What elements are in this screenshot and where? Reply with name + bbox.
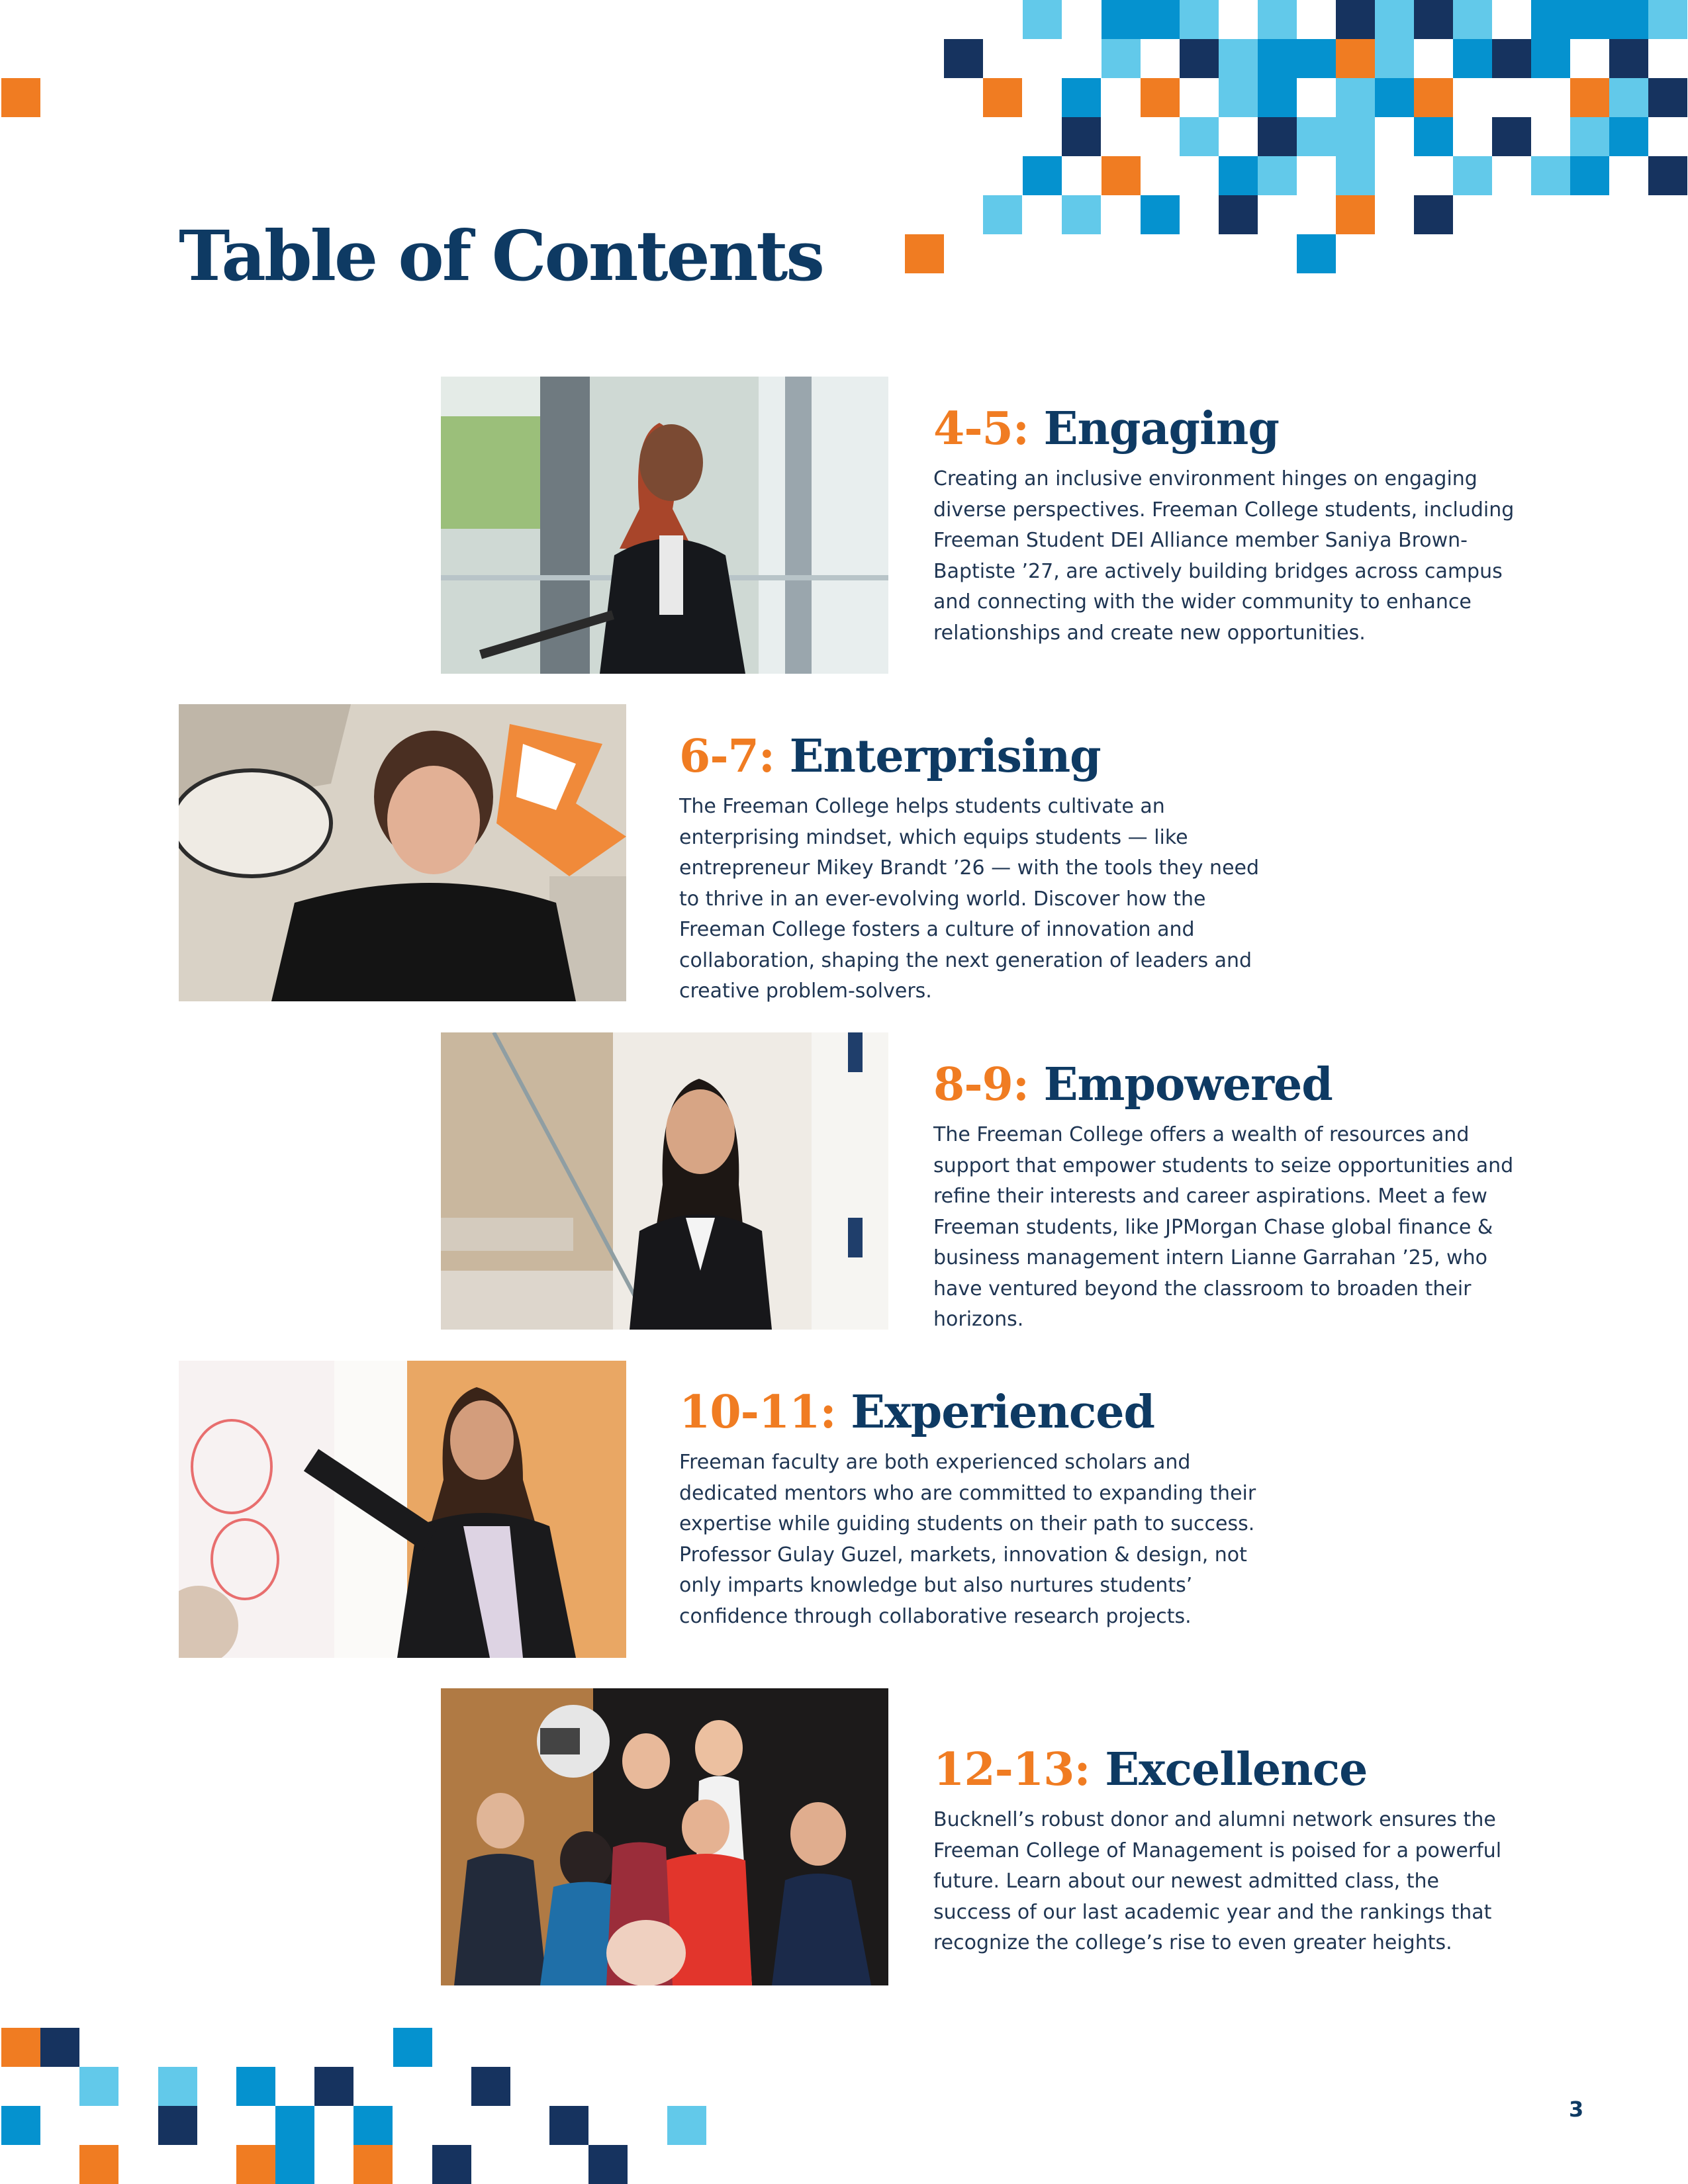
entry-pages: 4-5: bbox=[933, 402, 1029, 455]
entry-description: Creating an inclusive environment hinges on engaging diverse perspectives. Freeman College students, including Freeman Student DEI Alliance member Saniya Brown-Baptiste ’27, are actively building bridges across campus and connecting with the wider community to enhance relationships and create new opportunities. bbox=[933, 467, 1515, 645]
entry-pages: 10-11: bbox=[679, 1386, 836, 1439]
engaging-photo bbox=[441, 377, 888, 674]
experienced-photo bbox=[179, 1361, 626, 1658]
entry-pages: 12-13: bbox=[933, 1743, 1090, 1796]
enterprising-photo bbox=[179, 704, 626, 1001]
entry-description: The Freeman College helps students cultivate an enterprising mindset, which equips students — like entrepreneur Mikey Brandt ’26 — with the tools they need to thrive in an ever-evolving world. Discover how the Freeman College fosters a culture of innovation and collaboration, shaping the next generation of leaders and creative problem-solvers. bbox=[679, 795, 1260, 1003]
entry-description: Freeman faculty are both experienced scholars and dedicated mentors who are committed to expanding their expertise while guiding students on their path to success. Professor Gulay Guzel, markets, innovation & design, not only imparts knowledge but also nurtures students’ confidence through collaborative research projects. bbox=[679, 1451, 1256, 1628]
entry-title: Engaging bbox=[1043, 402, 1279, 455]
entry-pages: 8-9: bbox=[933, 1058, 1029, 1111]
entry-title: Experienced bbox=[851, 1386, 1155, 1439]
empowered-photo bbox=[441, 1032, 888, 1330]
entry-title: Enterprising bbox=[789, 730, 1101, 783]
entry-pages: 6-7: bbox=[679, 730, 774, 783]
entry-title: Empowered bbox=[1043, 1058, 1333, 1111]
entry-title: Excellence bbox=[1105, 1743, 1368, 1796]
page-title: Table of Contents bbox=[179, 215, 823, 296]
entry-description: Bucknell’s robust donor and alumni network ensures the Freeman College of Management is poised for a powerful future. Learn about our newest admitted class, the success of our last academic year and the rankings that recognize the college’s rise to even greater heights. bbox=[933, 1808, 1502, 1954]
page-number: 3 bbox=[1569, 2097, 1584, 2122]
entry-description: The Freeman College offers a wealth of resources and support that empower students to seize opportunities and refine their interests and career aspirations. Meet a few Freeman students, like JPMorgan Chase global finance & business management intern Lianne Garrahan ’25, who have ventured beyond the classroom to broaden their horizons. bbox=[933, 1123, 1514, 1331]
excellence-photo bbox=[441, 1688, 888, 1985]
